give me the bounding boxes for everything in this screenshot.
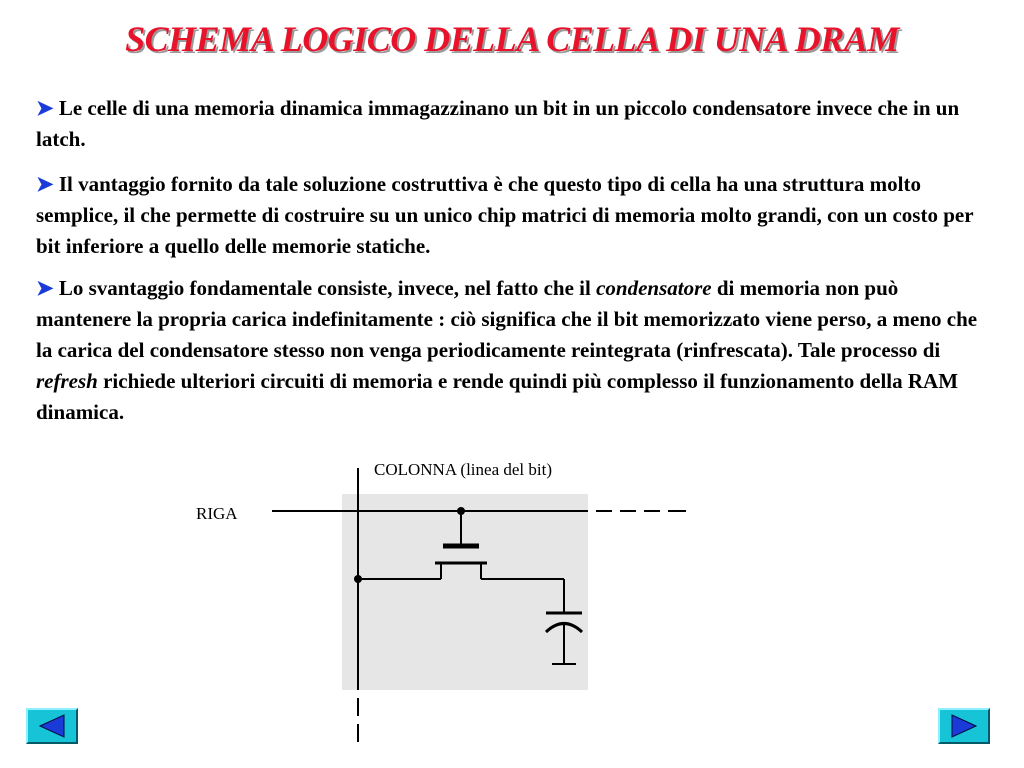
cell-background [342, 494, 588, 690]
row-label: RIGA [196, 504, 238, 523]
bullet-text-2: Il vantaggio fornito da tale soluzione costruttiva è che questo tipo di cella ha una struttura molto semplice, il che permette di costruire su un unico chip matrici di memoria molto grandi, con un costo per bit inferiore a quello delle memorie statiche. [36, 172, 974, 258]
previous-slide-button[interactable] [26, 708, 78, 744]
bullet-arrow-icon: ➤ [36, 276, 54, 300]
bullet-text-3-italic-condensatore: condensatore [596, 276, 712, 300]
bullet-arrow-icon: ➤ [36, 172, 54, 196]
bullet-arrow-icon: ➤ [36, 96, 54, 120]
next-slide-button[interactable] [938, 708, 990, 744]
left-triangle-icon [28, 710, 76, 742]
bullet-text-3-italic-refresh: refresh [36, 369, 98, 393]
column-label: COLONNA (linea del bit) [374, 460, 552, 479]
bullet-text-3a: Lo svantaggio fondamentale consiste, invece, nel fatto che il [58, 276, 597, 300]
slide-title: SCHEMA LOGICO DELLA CELLA DI UNA DRAM [125, 19, 899, 59]
bullet-text-1: Le celle di una memoria dinamica immagazzinano un bit in un piccolo condensatore invece che in un latch. [36, 96, 960, 151]
bullet-text-3b: di memoria non può mantenere la propria carica indefinitamente : ciò significa che il bit memorizzato viene perso, a meno che la carica del condensatore stesso non venga periodicamente reintegrata (rinfrescata). Tale processo di [36, 276, 978, 362]
bullet-text-3c: richiede ulteriori circuiti di memoria e rende quindi più complesso il funzionamento della RAM dinamica. [36, 369, 959, 424]
right-triangle-icon [940, 710, 988, 742]
